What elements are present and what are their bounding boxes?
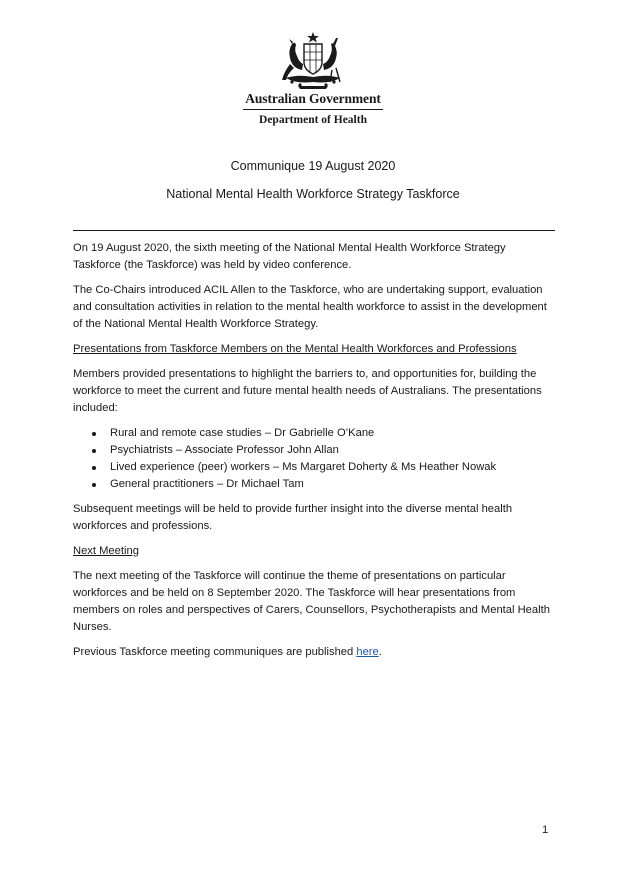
paragraph-acil-allen: The Co-Chairs introduced ACIL Allen to the Taskforce, who are undertaking support, evaluation and consultation activities in relation to the mental health workforce to assist in the development of the National Mental Health Workforce Strategy. <box>73 284 547 330</box>
paragraph-meeting-intro: On 19 August 2020, the sixth meeting of the National Mental Health Workforce Strategy Taskforce (the Taskforce) was held by video conference. <box>73 242 506 271</box>
bullet-icon <box>92 483 96 487</box>
list-item-text: Psychiatrists – Associate Professor John Allan <box>110 444 339 456</box>
previous-communiques-suffix: . <box>378 646 382 658</box>
list-item <box>73 442 553 459</box>
bullet-icon <box>92 466 96 470</box>
heading-next-meeting: Next Meeting <box>73 545 139 557</box>
list-item <box>73 476 553 493</box>
paragraph-subsequent-meetings: Subsequent meetings will be held to provide further insight into the diverse mental health workforces and professions. <box>73 503 513 532</box>
previous-communiques-text: Previous Taskforce meeting communiques are published <box>73 646 357 658</box>
list-item-text: Rural and remote case studies – Dr Gabrielle O’Kane <box>110 427 375 439</box>
here-link[interactable]: here <box>356 646 379 658</box>
government-logo-block <box>213 90 413 128</box>
list-item-text: General practitioners – Dr Michael Tam <box>110 478 304 490</box>
paragraph-next-meeting: The next meeting of the Taskforce will continue the theme of presentations on particular workforces and be held on 8 September 2020. The Taskforce will hear presentations from members on roles and perspectives of Carers, Counsellors, Psychotherapists and Mental Health Nurses. <box>73 570 550 633</box>
list-item <box>73 425 553 442</box>
list-item <box>73 459 553 476</box>
document-body <box>73 240 553 669</box>
communique-date-title: Communique 19 August 2020 <box>230 159 396 173</box>
title-divider <box>73 230 555 231</box>
logo-divider <box>243 109 383 110</box>
bullet-icon <box>92 432 96 436</box>
government-name: Australian Government <box>245 91 381 106</box>
heading-presentations: Presentations from Taskforce Members on the Mental Health Workforces and Professions <box>73 343 517 355</box>
bullet-icon <box>92 449 96 453</box>
coat-of-arms-crest <box>278 30 348 90</box>
page-number: 1 <box>542 824 549 836</box>
presentations-list <box>73 425 553 493</box>
paragraph-previous-communiques <box>73 644 553 661</box>
paragraph-presentations: Members provided presentations to highlight the barriers to, and opportunities for, building the workforce to meet the current and future mental health needs of Australians. The presentations included: <box>73 368 542 414</box>
taskforce-title: National Mental Health Workforce Strategy Taskforce <box>166 187 460 201</box>
department-name: Department of Health <box>259 114 367 126</box>
list-item-text: Lived experience (peer) workers – Ms Margaret Doherty & Ms Heather Nowak <box>110 461 497 473</box>
